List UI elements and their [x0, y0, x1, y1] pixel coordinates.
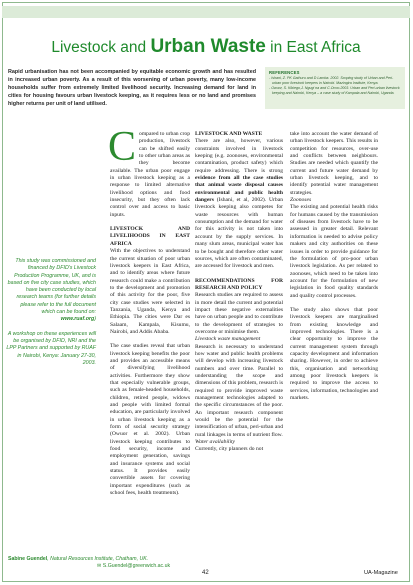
page-number: 42: [202, 570, 209, 576]
header-band: [2, 6, 410, 18]
paragraph: Currently, city planners do not: [195, 446, 264, 453]
paragraph: The existing and potential health risks for humans caused by the transmission of diseases from livestock have to be assessed in greater detail. Relevant information is needed to advise policy makers and city authorities on these issues in order to provide guidance for the formulation of pro-poor urban livestock legislation. As per related to zoonoses, which need to be taken into account for the formulation of new legislation in food quality standards and quality control processes.: [290, 204, 378, 299]
paragraph: The case studies reveal that urban livestock keeping benefits the poor and provides an accessible means of diversifying livelihood activities. Furthermore they show that especially vulnerable groups, such as female-headed households, children, retired people, widows and people with limited formal education, are particularly involved in urban livestock keeping as a form of social security strategy (Owuor et al. 2002). Urban livestock keeping contributes to food security, income and employment generation, savings and insurance systems and social status. It provides easily convertible assets for covering important expenditures (such as school fees, health treatments).: [110, 343, 190, 497]
paragraph: Research studies are required to assess in more detail the current and potential impact these negative externalities have on urban people and to contribute to the development of strategies to overcome or minimise them.: [195, 292, 283, 335]
subhead-livelihoods: LIVESTOCK AND LIVELIHOODS IN EAST AFRICA: [110, 226, 190, 247]
column-2: [195, 131, 283, 454]
subhead-waste: LIVESTOCK AND WASTE: [195, 131, 263, 137]
subsection-title: Zoonoses: [290, 197, 312, 204]
author-email[interactable]: ✉ S.Guendel@greenwich.ac.uk: [97, 563, 171, 569]
author-credit: [8, 556, 248, 570]
references-label: REFERENCES: [269, 70, 300, 75]
reference-item: - Ishani, Z. PK Gathuru and D Lamba. 2002. Scoping study of Urban and Peri-urban poor livestock keepers in Nairobi. Mazingira Institute, Kenya.: [269, 76, 394, 85]
author-affiliation: , Natural Resources Institute, Chatham, UK.: [47, 556, 149, 562]
abstract: Rapid urbanisation has not been accompanied by equitable economic growth and has resulted in increased urban poverty. As a result of this worsening of urban poverty, many low-income households suffer from extremely limited livelihood security. Increasing demand for land in cities for housing favours urban livestock keeping, as it requires less or no land and promises higher returns per unit of land utilised.: [8, 69, 256, 108]
magazine-name: UA-Magazine: [364, 570, 398, 576]
subsection-title: Water availability: [195, 439, 236, 446]
study-note-end: ): [94, 316, 96, 323]
column-1: [108, 124, 190, 498]
title-emphasis: Urban Waste: [150, 36, 266, 57]
text-run: There are also, however, various constraints involved in livestock keeping (e.g. zoonoses, environmental contamination, product safety) which require addressing. There is strong: [195, 138, 283, 174]
sidebar-notes: [6, 258, 96, 374]
paragraph: With the objectives to understand the current situation of poor urban livestock keepers in East Africa, and to identify areas where future research could make a contribution to the development and promotion of this activity for the poor, five city case studies were selected in Tanzania, Uganda, Kenya and Ethiopia. The cities were Dar es Salaam, Kampala, Kisumu, Nairobi, and Addis Ababa.: [110, 248, 190, 335]
subhead-recommendations: RECOMMENDATIONS FOR RESEARCH AND POLICY: [195, 277, 283, 291]
highlight-text: evidence from all the case studies that animal waste disposal causes environmental and public health dangers: [195, 175, 283, 204]
references-box: [265, 67, 405, 109]
column-3: [290, 131, 378, 402]
article-title: [6, 36, 406, 58]
paragraph: [195, 138, 283, 270]
author-name: Sabine Guendel: [8, 556, 48, 562]
workshop-note: A workshop on these experiences will be organised by DFID, NRI and the LPP Partners and supported by RUAF in Nairobi, Kenya: January 27-30, 2003.: [6, 330, 96, 366]
drop-cap: C: [108, 124, 137, 170]
intro-paragraph: ompared to urban crop production, livestock can be shifted easily to other urban areas as they become available. The urban poor engage in urban livestock keeping as a response to limited alternative livelihood options and food insecurity, but they often lack control over and access to basic inputs.: [110, 131, 190, 218]
text-run: (Ishani, et al, 2002). Urban livestock keeping also competes for waste resources with human consumption and the demand for water for this activity is not taken into account by the supply services. In many slum areas, municipal water has to be bought and therefore other water sources, which are often contaminated, are accessed for livestock and men.: [195, 197, 283, 270]
reference-item: - Owuor, S. Kibiego,J. Ngugi na and C.Ocoo.2003. Urban and Peri-urban livestock keeping and Nairobi, Kenya – a case study of Kampala and Nairobi, Uganda.: [269, 85, 400, 95]
study-link[interactable]: www.ruaf.org: [60, 316, 95, 323]
study-note-text: This study was commissioned and financed by DFID's Livestock Production Programme, UK, and is based on five city case studies, which have been conducted by local research teams (for further details please refer to the full document which can be found on:: [7, 258, 96, 316]
subsection-title: Livestock waste management: [195, 336, 261, 343]
study-note: [6, 258, 96, 324]
title-suffix: in East Africa: [265, 39, 361, 56]
paragraph: take into account the water demand of urban livestock keepers. This results in competition for resources, over-use and conflicts between neighbours. Studies are needed which quantify the current and future water demand by urban livestock keeping, and to identify potential water management strategies.: [290, 131, 378, 196]
paragraph: Research is necessary to understand how water and public health problems will develop with increasing livestock numbers and over time. Parallel to understanding the scope and dimensions of this problem, research is required to provide improved waste management technologies adapted to the specific circumstances of the poor. An important research component would be the potential for the intensification of urban, peri-urban and rural linkages in terms of nutrient flow.: [195, 343, 283, 438]
paragraph: The study also shows that poor livestock keepers are marginalised from existing knowledge and improved technologies. There is a clear opportunity to improve the current management system through capacity development and information sharing. However, in order to achieve this, organisation and networking among poor livestock keepers is required to improve the access to services, information, technologies and markets.: [290, 306, 378, 402]
references-list: [269, 76, 401, 96]
author-line: [8, 556, 248, 563]
title-prefix: Livestock and: [51, 39, 151, 56]
